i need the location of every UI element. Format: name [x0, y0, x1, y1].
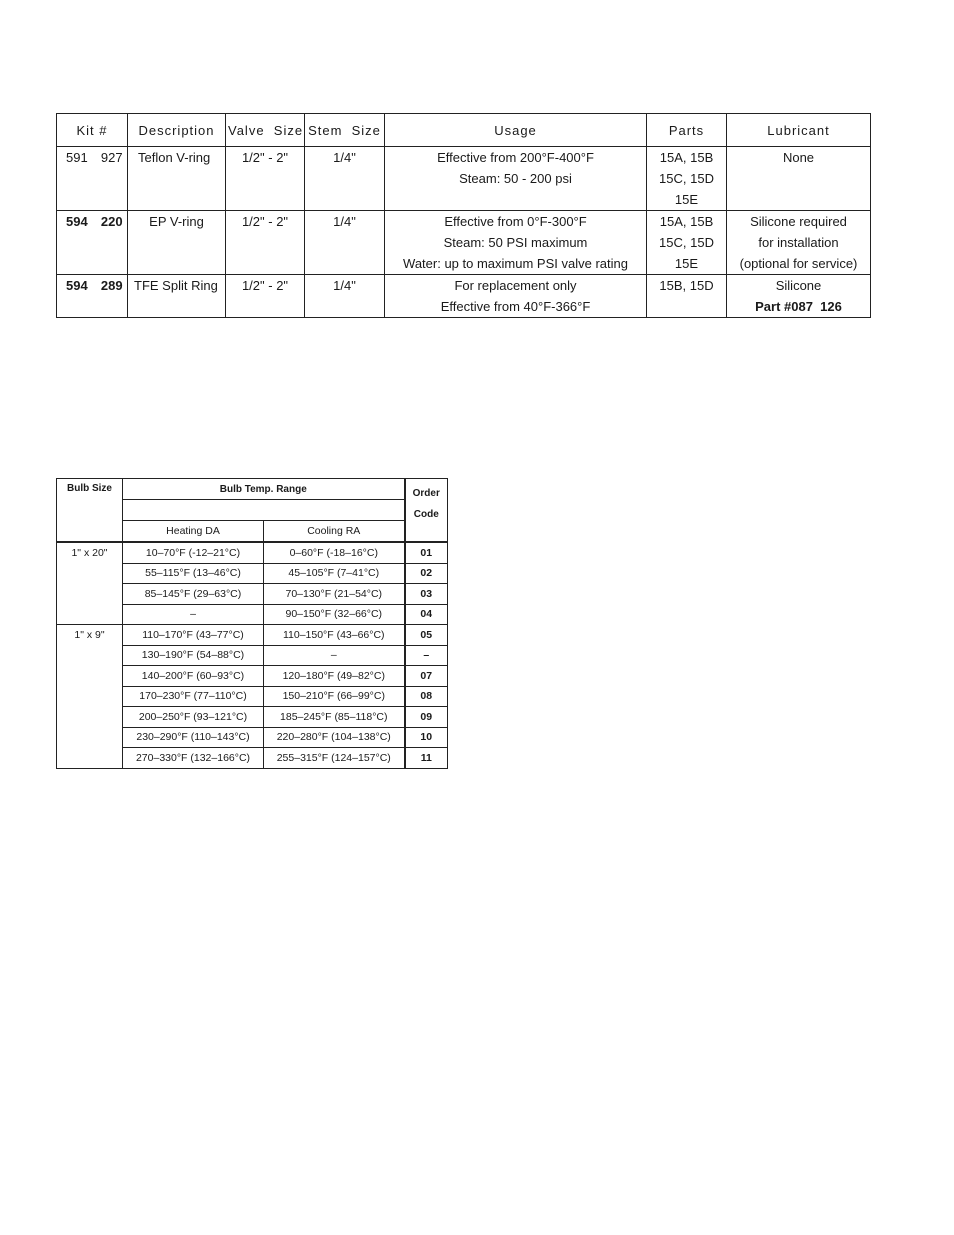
- kit-table: [56, 113, 871, 318]
- order-code: 09: [405, 707, 448, 728]
- heating-range: 200–250°F (93–121°C): [123, 707, 264, 728]
- kit-table-header-row: [57, 114, 871, 147]
- bulb-size-header: Bulb Size: [57, 479, 123, 543]
- order-code-header: Order Code: [405, 479, 448, 543]
- lubricant: Silicone required for installation (optional for service): [727, 211, 871, 275]
- kit-table-header: Lubricant: [727, 114, 871, 147]
- bulb-header-row: [57, 479, 448, 500]
- bulb-range-header: Bulb Temp. Range: [123, 479, 405, 500]
- stem-size: 1/4": [305, 211, 385, 275]
- heating-range: –: [123, 604, 264, 625]
- heating-range: 130–190°F (54–88°C): [123, 645, 264, 666]
- kit-description: Teflon V-ring: [128, 147, 226, 211]
- heating-range: 140–200°F (60–93°C): [123, 666, 264, 687]
- parts: 15A, 15B 15C, 15D 15E: [647, 211, 727, 275]
- bulb-size: 1" x 9": [57, 625, 123, 769]
- bulb-size: 1" x 20": [57, 542, 123, 625]
- bulb-table: [56, 478, 448, 769]
- kit-description: EP V-ring: [128, 211, 226, 275]
- order-code: 01: [405, 542, 448, 563]
- parts: 15B, 15D: [647, 275, 727, 318]
- lubricant: Silicone Part #087 126: [727, 275, 871, 318]
- table-row: [57, 542, 448, 563]
- order-code: 04: [405, 604, 448, 625]
- stem-size: 1/4": [305, 147, 385, 211]
- kit-table-header: Parts: [647, 114, 727, 147]
- kit-number: 594 220: [57, 211, 128, 275]
- order-code: 11: [405, 748, 448, 769]
- cooling-range: 45–105°F (7–41°C): [264, 563, 405, 584]
- cooling-range: –: [264, 645, 405, 666]
- valve-size: 1/2" - 2": [226, 211, 305, 275]
- heating-da-header: Heating DA: [123, 521, 264, 543]
- order-code: 05: [405, 625, 448, 646]
- cooling-range: 255–315°F (124–157°C): [264, 748, 405, 769]
- order-code: 10: [405, 727, 448, 748]
- table-row: [57, 275, 871, 318]
- kit-number: 594 289: [57, 275, 128, 318]
- kit-number: 591 927: [57, 147, 128, 211]
- valve-size: 1/2" - 2": [226, 147, 305, 211]
- lubricant: None: [727, 147, 871, 211]
- heating-range: 270–330°F (132–166°C): [123, 748, 264, 769]
- cooling-range: 0–60°F (-18–16°C): [264, 542, 405, 563]
- bulb-header-spacer: [123, 500, 405, 521]
- kit-table-header: Description: [128, 114, 226, 147]
- valve-size: 1/2" - 2": [226, 275, 305, 318]
- table-row: [57, 211, 871, 275]
- usage: Effective from 200°F-400°F Steam: 50 - 200 psi: [385, 147, 647, 211]
- parts: 15A, 15B 15C, 15D 15E: [647, 147, 727, 211]
- cooling-range: 110–150°F (43–66°C): [264, 625, 405, 646]
- usage: Effective from 0°F-300°F Steam: 50 PSI maximum Water: up to maximum PSI valve rating: [385, 211, 647, 275]
- kit-table-header: Valve Size: [226, 114, 305, 147]
- cooling-range: 150–210°F (66–99°C): [264, 686, 405, 707]
- cooling-range: 120–180°F (49–82°C): [264, 666, 405, 687]
- heating-range: 170–230°F (77–110°C): [123, 686, 264, 707]
- usage: For replacement only Effective from 40°F-366°F: [385, 275, 647, 318]
- heating-range: 230–290°F (110–143°C): [123, 727, 264, 748]
- cooling-ra-header: Cooling RA: [264, 521, 405, 543]
- stem-size: 1/4": [305, 275, 385, 318]
- order-code: 03: [405, 584, 448, 605]
- kit-table-header: Stem Size: [305, 114, 385, 147]
- heating-range: 10–70°F (-12–21°C): [123, 542, 264, 563]
- heating-range: 110–170°F (43–77°C): [123, 625, 264, 646]
- order-code: 08: [405, 686, 448, 707]
- kit-table-header: Kit #: [57, 114, 128, 147]
- kit-description: TFE Split Ring: [128, 275, 226, 318]
- order-code: 07: [405, 666, 448, 687]
- heating-range: 85–145°F (29–63°C): [123, 584, 264, 605]
- table-row: [57, 147, 871, 211]
- cooling-range: 70–130°F (21–54°C): [264, 584, 405, 605]
- cooling-range: 185–245°F (85–118°C): [264, 707, 405, 728]
- order-code: 02: [405, 563, 448, 584]
- cooling-range: 90–150°F (32–66°C): [264, 604, 405, 625]
- cooling-range: 220–280°F (104–138°C): [264, 727, 405, 748]
- heating-range: 55–115°F (13–46°C): [123, 563, 264, 584]
- order-code: –: [405, 645, 448, 666]
- kit-table-header: Usage: [385, 114, 647, 147]
- table-row: [57, 625, 448, 646]
